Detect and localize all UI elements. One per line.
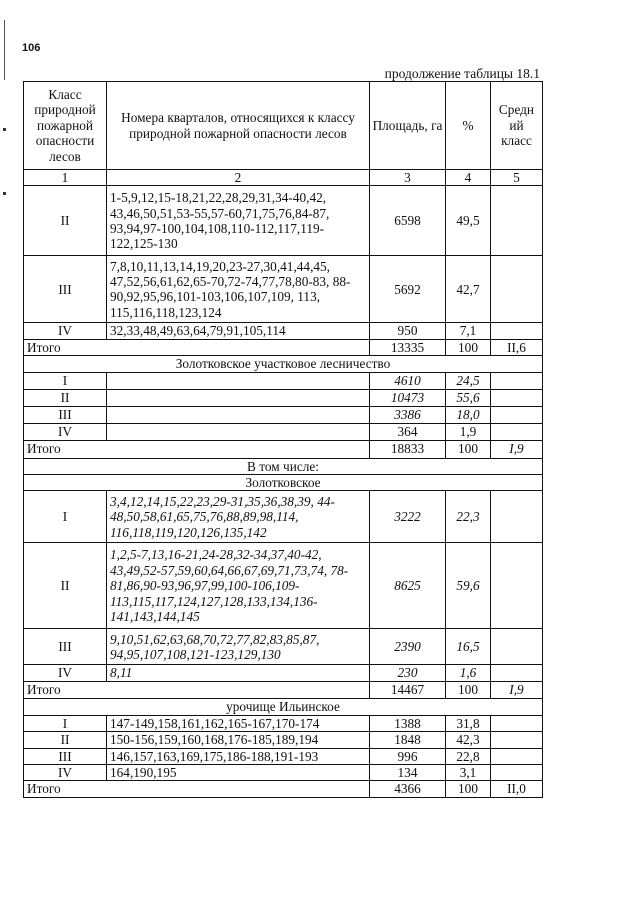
total-label: Итого xyxy=(24,440,370,458)
quarters-cell: 150-156,159,160,168,176-185,189,194 xyxy=(107,732,370,748)
total-area: 13335 xyxy=(370,339,446,355)
col-number: 4 xyxy=(446,170,491,186)
percent-cell: 1,6 xyxy=(446,665,491,681)
class-cell: II xyxy=(24,186,107,256)
area-cell: 134 xyxy=(370,765,446,781)
total-avg-class: I,9 xyxy=(491,440,543,458)
section-title: Золотковское участковое лесничество xyxy=(24,356,543,372)
total-area: 14467 xyxy=(370,681,446,698)
percent-cell: 1,9 xyxy=(446,423,491,440)
area-cell: 10473 xyxy=(370,389,446,406)
avg-class-cell xyxy=(491,543,543,629)
col-number: 5 xyxy=(491,170,543,186)
header-percent: % xyxy=(446,82,491,170)
class-cell: IV xyxy=(24,765,107,781)
class-cell: II xyxy=(24,543,107,629)
fire-hazard-table xyxy=(23,81,543,798)
quarters-cell xyxy=(107,389,370,406)
avg-class-cell xyxy=(491,629,543,665)
header-avg-class: Средн ий класс xyxy=(491,82,543,170)
quarters-cell: 9,10,51,62,63,68,70,72,77,82,83,85,87, 94,95,107,108,121-123,129,130 xyxy=(107,629,370,665)
total-label: Итого xyxy=(24,339,370,355)
percent-cell: 7,1 xyxy=(446,323,491,339)
col-number: 3 xyxy=(370,170,446,186)
avg-class-cell xyxy=(491,765,543,781)
total-percent: 100 xyxy=(446,440,491,458)
total-percent: 100 xyxy=(446,781,491,797)
table-row xyxy=(24,323,543,339)
section-row xyxy=(24,356,543,372)
quarters-cell: 146,157,163,169,175,186-188,191-193 xyxy=(107,748,370,764)
avg-class-cell xyxy=(491,748,543,764)
quarters-cell: 1,2,5-7,13,16-21,24-28,32-34,37,40-42, 43,49,52-57,59,60,64,66,67,69,71,73,74, 78-81,86,90-93,96,97,99,100-106,109-113,115,117,124,127,128,133,134,136-141,143,144,145 xyxy=(107,543,370,629)
class-cell: IV xyxy=(24,323,107,339)
percent-cell: 49,5 xyxy=(446,186,491,256)
total-label: Итого xyxy=(24,681,370,698)
quarters-cell xyxy=(107,406,370,423)
quarters-cell: 164,190,195 xyxy=(107,765,370,781)
percent-cell: 22,3 xyxy=(446,491,491,543)
avg-class-cell xyxy=(491,732,543,748)
area-cell: 3222 xyxy=(370,491,446,543)
table-row xyxy=(24,186,543,256)
table-row xyxy=(24,665,543,681)
total-percent: 100 xyxy=(446,681,491,698)
table-row xyxy=(24,256,543,323)
area-cell: 4610 xyxy=(370,372,446,389)
margin-line xyxy=(4,20,5,80)
table-row xyxy=(24,491,543,543)
class-cell: III xyxy=(24,629,107,665)
total-row xyxy=(24,681,543,698)
table-row xyxy=(24,372,543,389)
area-cell: 8625 xyxy=(370,543,446,629)
area-cell: 6598 xyxy=(370,186,446,256)
percent-cell: 55,6 xyxy=(446,389,491,406)
percent-cell: 31,8 xyxy=(446,715,491,731)
avg-class-cell xyxy=(491,665,543,681)
section-row xyxy=(24,475,543,491)
avg-class-cell xyxy=(491,406,543,423)
margin-mark xyxy=(3,128,6,131)
percent-cell: 18,0 xyxy=(446,406,491,423)
class-cell: III xyxy=(24,256,107,323)
area-cell: 950 xyxy=(370,323,446,339)
percent-cell: 42,7 xyxy=(446,256,491,323)
header-area: Площадь, га xyxy=(370,82,446,170)
quarters-cell xyxy=(107,423,370,440)
percent-cell: 59,6 xyxy=(446,543,491,629)
total-avg-class: II,0 xyxy=(491,781,543,797)
area-cell: 5692 xyxy=(370,256,446,323)
total-row xyxy=(24,440,543,458)
percent-cell: 42,3 xyxy=(446,732,491,748)
total-row xyxy=(24,339,543,355)
avg-class-cell xyxy=(491,372,543,389)
area-cell: 3386 xyxy=(370,406,446,423)
subsection-title: Золотковское xyxy=(24,475,543,491)
quarters-cell: 7,8,10,11,13,14,19,20,23-27,30,41,44,45, 47,52,56,61,62,65-70,72-74,77,78,80-83, 88-90,92,95,96,101-103,106,107,109, 113, 115,116,118,123,124 xyxy=(107,256,370,323)
table-row xyxy=(24,389,543,406)
class-cell: I xyxy=(24,372,107,389)
quarters-cell xyxy=(107,372,370,389)
col-number: 2 xyxy=(107,170,370,186)
section-title: урочище Ильинское xyxy=(24,698,543,715)
class-cell: IV xyxy=(24,423,107,440)
page-number: 106 xyxy=(22,42,41,54)
avg-class-cell xyxy=(491,186,543,256)
section-title: В том числе: xyxy=(24,458,543,474)
avg-class-cell xyxy=(491,715,543,731)
total-label: Итого xyxy=(24,781,370,797)
area-cell: 1388 xyxy=(370,715,446,731)
area-cell: 364 xyxy=(370,423,446,440)
header-quarters: Номера кварталов, относящихся к классу природной пожарной опасности лесов xyxy=(107,82,370,170)
area-cell: 230 xyxy=(370,665,446,681)
table-row xyxy=(24,543,543,629)
area-cell: 2390 xyxy=(370,629,446,665)
section-row xyxy=(24,458,543,474)
total-area: 18833 xyxy=(370,440,446,458)
class-cell: III xyxy=(24,406,107,423)
percent-cell: 24,5 xyxy=(446,372,491,389)
column-number-row xyxy=(24,170,543,186)
class-cell: II xyxy=(24,732,107,748)
total-avg-class: II,6 xyxy=(491,339,543,355)
quarters-cell: 8,11 xyxy=(107,665,370,681)
header-class: Класс природной пожарной опасности лесов xyxy=(24,82,107,170)
area-cell: 996 xyxy=(370,748,446,764)
avg-class-cell xyxy=(491,491,543,543)
class-cell: II xyxy=(24,389,107,406)
table-row xyxy=(24,715,543,731)
avg-class-cell xyxy=(491,389,543,406)
margin-mark xyxy=(3,192,6,195)
total-row xyxy=(24,781,543,797)
percent-cell: 3,1 xyxy=(446,765,491,781)
quarters-cell: 1-5,9,12,15-18,21,22,28,29,31,34-40,42, 43,46,50,51,53-55,57-60,71,75,76,84-87, 93,94,97-100,104,108,110-112,117,119-122,125-130 xyxy=(107,186,370,256)
col-number: 1 xyxy=(24,170,107,186)
table-row xyxy=(24,423,543,440)
area-cell: 1848 xyxy=(370,732,446,748)
avg-class-cell xyxy=(491,323,543,339)
total-percent: 100 xyxy=(446,339,491,355)
section-row xyxy=(24,698,543,715)
table-continuation-caption: продолжение таблицы 18.1 xyxy=(384,66,540,81)
quarters-cell: 3,4,12,14,15,22,23,29-31,35,36,38,39, 44-48,50,58,61,65,75,76,88,89,98,114, 116,118,119,120,126,135,142 xyxy=(107,491,370,543)
table-row xyxy=(24,406,543,423)
table-row xyxy=(24,748,543,764)
total-avg-class: I,9 xyxy=(491,681,543,698)
avg-class-cell xyxy=(491,423,543,440)
table-row xyxy=(24,629,543,665)
class-cell: I xyxy=(24,491,107,543)
class-cell: III xyxy=(24,748,107,764)
percent-cell: 22,8 xyxy=(446,748,491,764)
avg-class-cell xyxy=(491,256,543,323)
class-cell: IV xyxy=(24,665,107,681)
percent-cell: 16,5 xyxy=(446,629,491,665)
quarters-cell: 32,33,48,49,63,64,79,91,105,114 xyxy=(107,323,370,339)
table-row xyxy=(24,732,543,748)
class-cell: I xyxy=(24,715,107,731)
table-row xyxy=(24,765,543,781)
total-area: 4366 xyxy=(370,781,446,797)
quarters-cell: 147-149,158,161,162,165-167,170-174 xyxy=(107,715,370,731)
table-header-row xyxy=(24,82,543,170)
